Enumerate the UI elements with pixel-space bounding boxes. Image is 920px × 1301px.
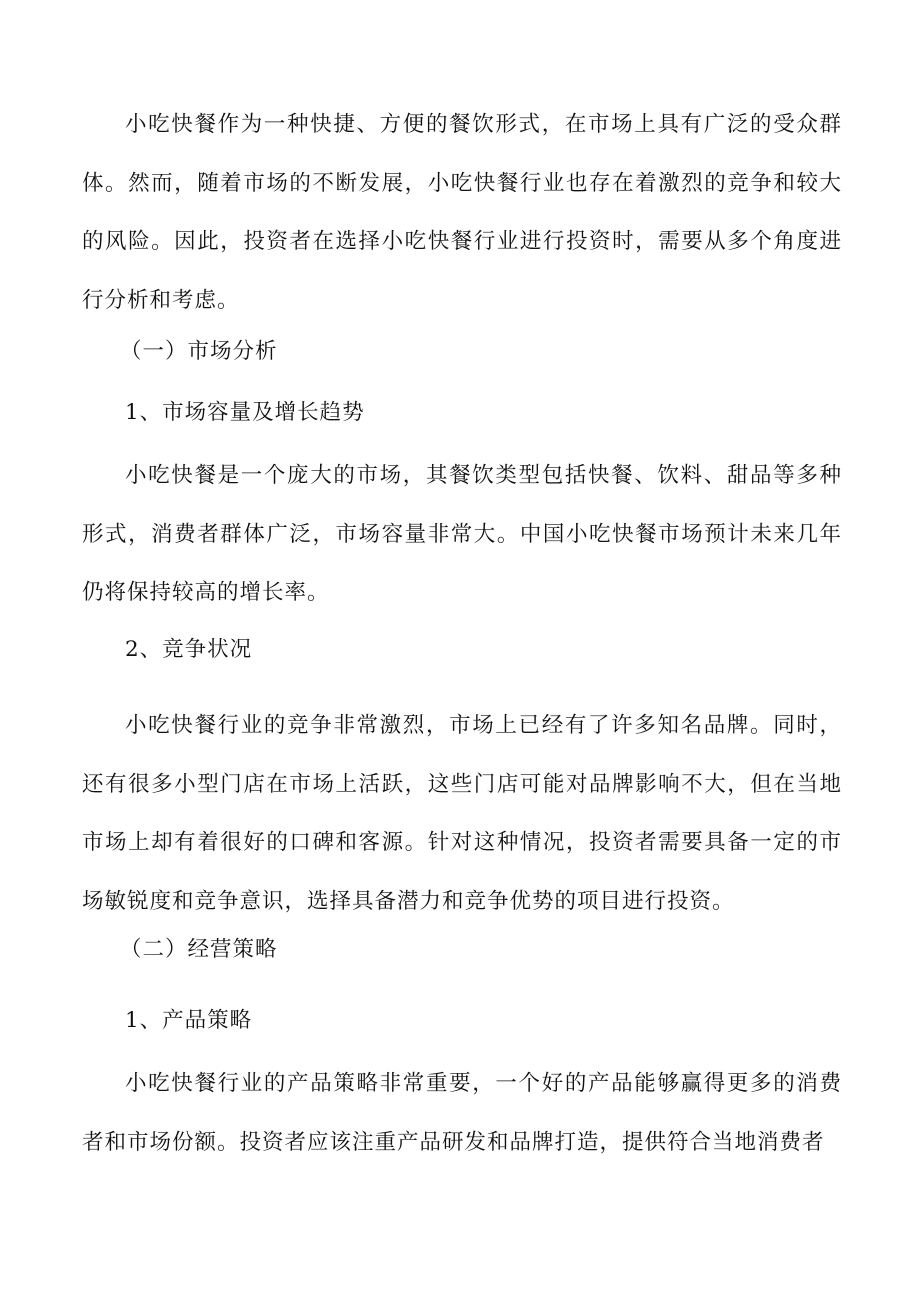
subheading-competition: 2、竞争状况 — [125, 637, 253, 662]
subheading-product-strategy: 1、产品策略 — [125, 1008, 253, 1033]
competition-paragraph: 小吃快餐行业的竞争非常激烈，市场上已经有了许多知名品牌。同时，还有很多小型门店在市场上活跃，这些门店可能对品牌影响不大，但在当地市场上却有着很好的口碑和客源。针对这种情况，投资者需要具备一定的市场敏锐度和竞争意识，选择具备潜力和竞争优势的项目进行投资。 — [82, 713, 842, 914]
subheading-market-capacity: 1、市场容量及增长趋势 — [125, 400, 365, 425]
product-strategy-paragraph: 小吃快餐行业的产品策略非常重要，一个好的产品能够赢得更多的消费者和市场份额。投资者应该注重产品研发和品牌打造，提供符合当地消费者 — [82, 1071, 842, 1155]
section-heading-market-analysis: （一）市场分析 — [120, 339, 278, 364]
intro-paragraph: 小吃快餐作为一种快捷、方便的餐饮形式，在市场上具有广泛的受众群体。然而，随着市场的不断发展，小吃快餐行业也存在着激烈的竞争和较大的风险。因此，投资者在选择小吃快餐行业进行投资时，需要从多个角度进行分析和考虑。 — [82, 112, 842, 313]
market-capacity-paragraph: 小吃快餐是一个庞大的市场，其餐饮类型包括快餐、饮料、甜品等多种形式，消费者群体广泛，市场容量非常大。中国小吃快餐市场预计未来几年仍将保持较高的增长率。 — [82, 463, 842, 605]
section-heading-business-strategy: （二）经营策略 — [120, 937, 278, 962]
